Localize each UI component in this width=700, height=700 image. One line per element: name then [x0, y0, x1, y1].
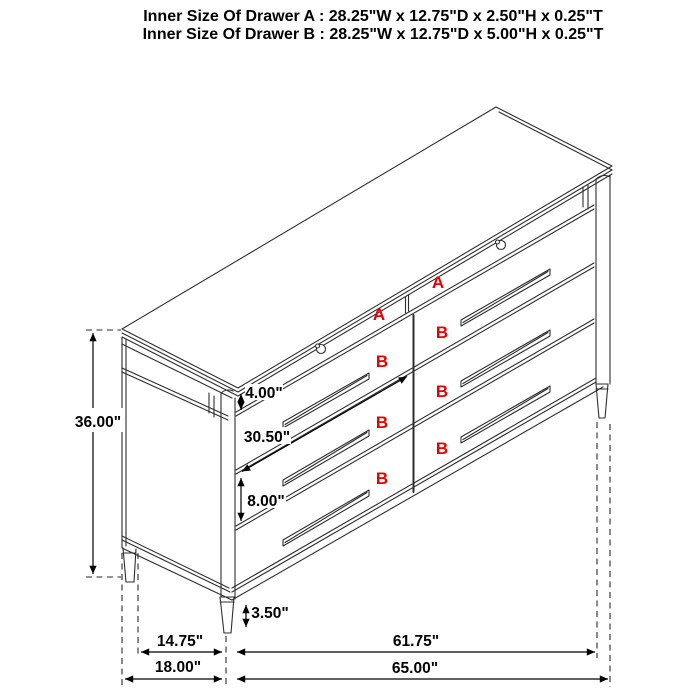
drawer-a-label: A — [372, 305, 386, 324]
dimension-overall-height: 36.00" — [74, 414, 122, 431]
dimension-drawer-width: 30.50" — [243, 429, 291, 446]
dimension-overall-width: 65.00" — [391, 660, 439, 677]
drawer-b-label: B — [375, 469, 389, 488]
title-line-drawer-b: Inner Size Of Drawer B : 28.25"W x 12.75"D x 5.00"H x 0.25"T — [142, 26, 604, 43]
drawer-b-label: B — [435, 382, 449, 401]
dimension-leg-depth: 14.75" — [156, 633, 204, 650]
dresser-top-surface — [122, 107, 612, 388]
drawer-b-label: B — [435, 439, 449, 458]
end-panel-bottom-rail — [122, 536, 229, 588]
drawer-b-handle — [461, 330, 550, 387]
drawer-a-knob — [496, 240, 506, 250]
dresser-drawing — [122, 107, 612, 633]
drawer-b-label: B — [435, 323, 449, 342]
dimension-leg-height: 3.50" — [251, 605, 289, 622]
top-drawer-column-divider — [406, 295, 409, 313]
back-left-leg — [123, 548, 136, 582]
dimension-drawer-a-height: 4.00" — [245, 385, 283, 402]
dimension-leg-width: 61.75" — [392, 633, 440, 650]
drawer-labels — [373, 273, 448, 488]
right-leg — [596, 384, 608, 418]
drawer-a-label: A — [431, 273, 445, 292]
drawer-b-label: B — [375, 413, 389, 432]
drawer-b-label: B — [375, 352, 389, 371]
drawer-a-knob — [316, 344, 326, 354]
title-line-drawer-a: Inner Size Of Drawer A : 28.25"W x 12.75"D x 2.50"H x 0.25"T — [143, 8, 603, 25]
dimension-overall-depth: 18.00" — [154, 659, 202, 676]
front-left-leg — [220, 597, 234, 633]
dimension-drawer-b-height: 8.00" — [247, 493, 285, 510]
